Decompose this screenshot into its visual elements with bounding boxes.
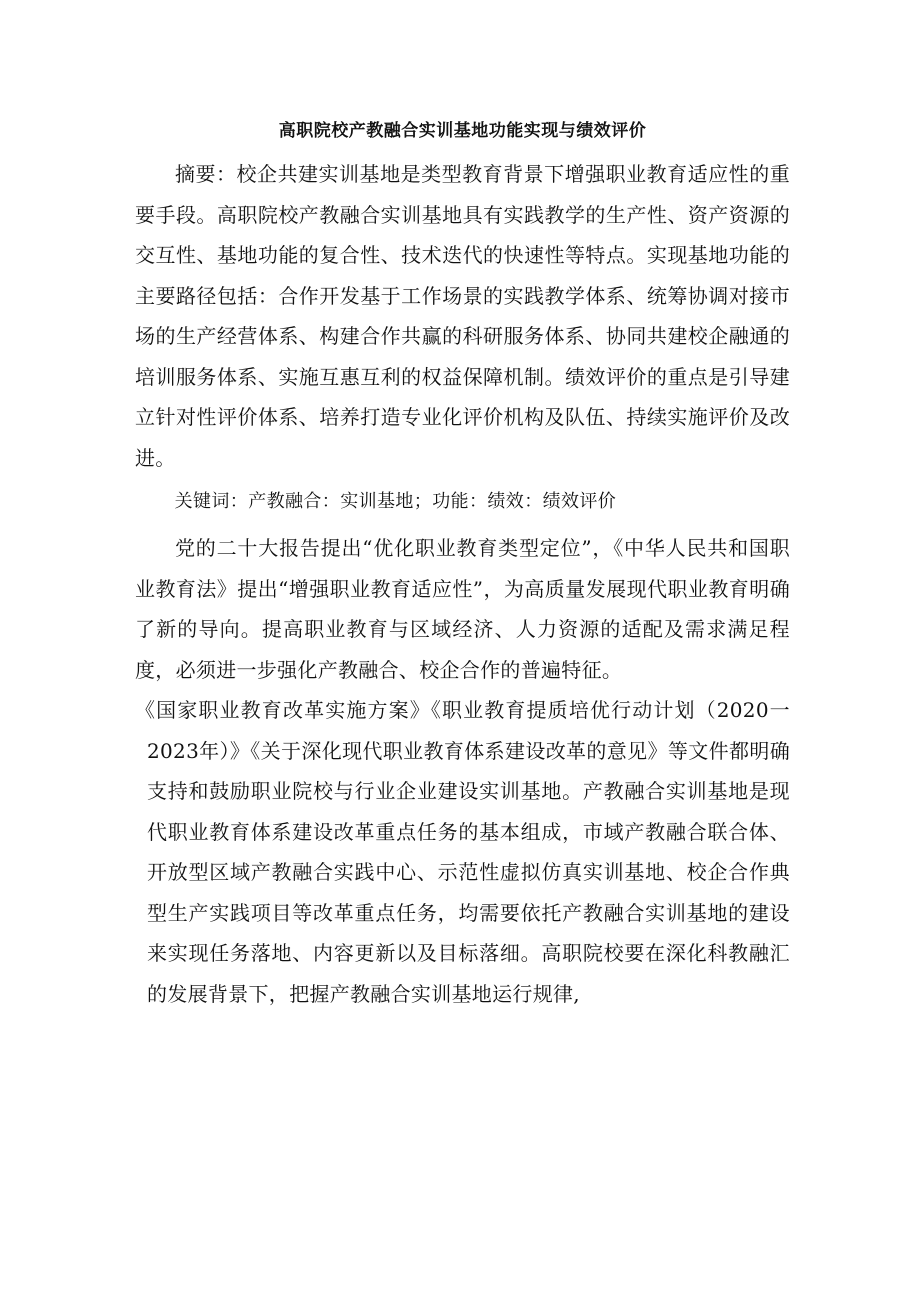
document-page: [135, 112, 790, 1014]
document-title: 高职院校产教融合实训基地功能实现与绩效评价: [278, 121, 647, 141]
body-paragraph-1: 党的二十大报告提出“优化职业教育类型定位”，《中华人民共和国职业教育法》提出“增强职业教育适应性”，为高质量发展现代职业教育明确了新的导向。提高职业教育与区域经济、人力资源的适配及需求满足程度，必须进一步强化产教融合、校企合作的普遍特征。: [135, 536, 790, 682]
keywords-line: 关键词：产教融合：实训基地；功能：绩效：绩效评价: [174, 491, 617, 512]
abstract-paragraph: 摘要：校企共建实训基地是类型教育背景下增强职业教育适应性的重要手段。高职院校产教融合实训基地具有实践教学的生产性、资产资源的交互性、基地功能的复合性、技术迭代的快速性等特点。实现基地功能的主要路径包括：合作开发基于工作场景的实践教学体系、统筹协调对接市场的生产经营体系、构建合作共赢的科研服务体系、协同共建校企融通的培训服务体系、实施互惠互利的权益保障机制。绩效评价的重点是引导建立针对性评价体系、培养打造专业化评价机构及队伍、持续实施评价及改进。: [135, 162, 790, 470]
body-paragraph-2: 《国家职业教育改革实施方案》《职业教育提质培优行动计划（2020一2023年）》《关于深化现代职业教育体系建设改革的意见》等文件都明确支持和鼓励职业院校与行业企业建设实训基地。产教融合实训基地是现代职业教育体系建设改革重点任务的基本组成，市域产教融合联合体、开放型区域产教融合实践中心、示范性虚拟仿真实训基地、校企合作典型生产实践项目等改革重点任务，均需要依托产教融合实训基地的建设来实现任务落地、内容更新以及目标落细。高职院校要在深化科教融汇的发展背景下，把握产教融合实训基地运行规律,: [135, 698, 790, 1006]
